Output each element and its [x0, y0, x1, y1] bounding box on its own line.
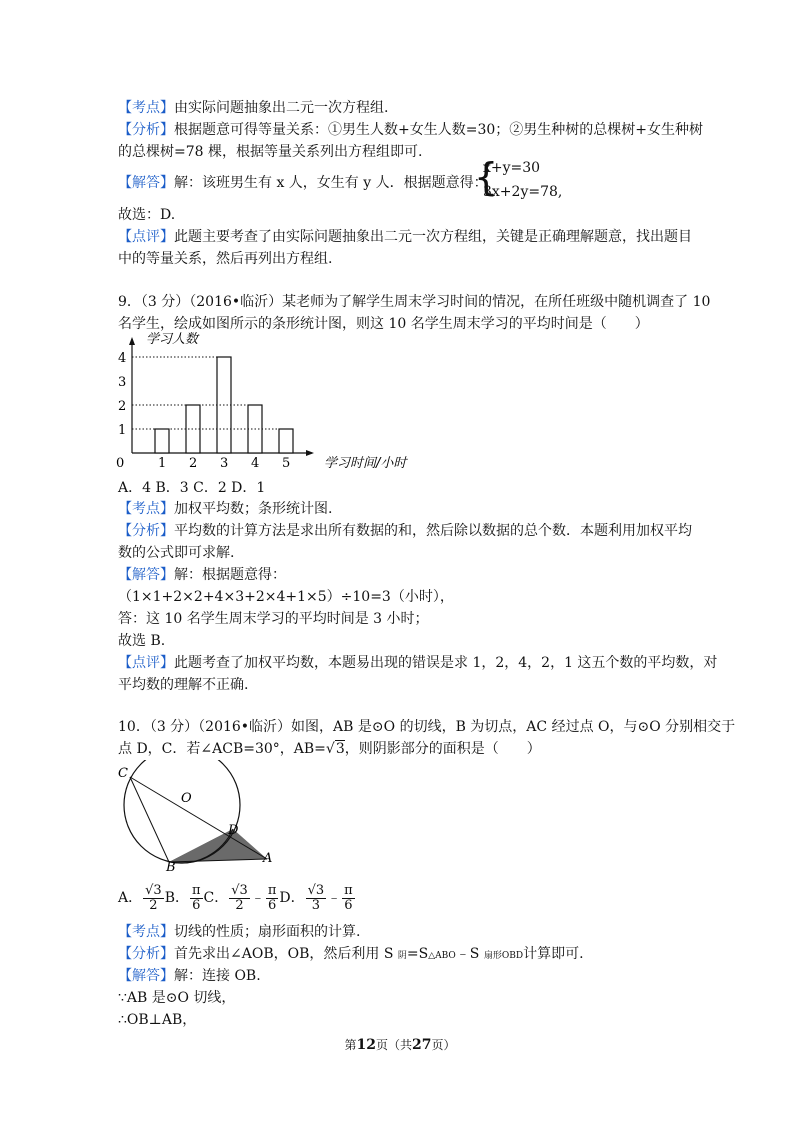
option-d-fraction-1: $\frac{√3}{3}$: [307, 882, 325, 913]
q9-dianping-line-1: [118, 653, 717, 673]
option-d-label: D．: [279, 890, 305, 906]
q8-jieda-line: [118, 173, 488, 193]
q9-dianping-line-2: 平均数的理解不正确.: [118, 677, 249, 693]
y-axis-arrow: [129, 337, 135, 345]
q10-options: [118, 883, 356, 913]
q9-kaodian-line: [118, 499, 332, 519]
option-d-minus: ﹣: [327, 890, 342, 906]
x-tick-label: 2: [189, 456, 198, 471]
q9-options: A．4 B．3 C．2 D．1: [118, 480, 266, 496]
option-d-fraction-2: $\frac{\pi}{6}$: [344, 882, 353, 913]
q8-dianping-text-1: 此题主要考查了由实际问题抽象出二元一次方程组，关键是正确理解题意，找出题目: [174, 229, 692, 245]
q10-stem-sqrt3: √3: [325, 741, 345, 757]
option-b-fraction: $\frac{\pi}{6}$: [191, 882, 201, 913]
tag-dianping: 【点评】: [118, 229, 174, 245]
line-cb: [130, 777, 169, 862]
q8-jieda-text: 解：该班男生有 x 人，女生有 y 人．根据题意得：: [174, 175, 488, 191]
q10-stem-line-2: [118, 739, 541, 759]
tag-kaodian: 【考点】: [118, 924, 174, 940]
label-c: C: [118, 766, 128, 781]
tag-jieda: 【解答】: [118, 175, 174, 191]
q8-choice: 故选：D.: [118, 207, 176, 223]
q10-fenxi-line: 【分析】首先求出∠AOB，OB，然后利用 S 阴=S△ABO﹣S 扇形OBD计算即可.: [118, 946, 584, 962]
line-ca: [130, 777, 267, 859]
x-tick-label: 5: [282, 456, 291, 471]
equation-system: [483, 158, 562, 202]
q9-jieda-line: [118, 565, 286, 585]
q10-jieda-line: [118, 966, 261, 986]
q8-fenxi-line-2: 的总棵树=78 棵，根据等量关系列出方程组即可.: [118, 144, 423, 160]
equation-1: x+y=30: [483, 160, 541, 176]
bar: [279, 429, 293, 453]
tag-jieda: 【解答】: [118, 968, 174, 984]
option-b-label: B．: [164, 890, 189, 906]
x-tick-label: 3: [220, 456, 229, 471]
y-tick-label: 1: [118, 423, 127, 438]
tag-fenxi: 【分析】: [118, 946, 174, 962]
q9-answer: 答：这 10 名学生周末学习的平均时间是 3 小时；: [118, 611, 429, 627]
option-a-fraction: $\frac{√3}{2}$: [145, 882, 162, 913]
label-d: D: [228, 823, 239, 838]
option-c-minus: ﹣: [250, 890, 265, 906]
equation-comma: ,: [557, 184, 563, 200]
q8-kaodian-text: 由实际问题抽象出二元一次方程组.: [174, 100, 389, 116]
option-c-fraction-2: $\frac{\pi}{6}$: [267, 882, 277, 913]
q10-jieda-text: 解：连接 OB.: [174, 968, 261, 984]
option-c-fraction-1: $\frac{√3}{2}$: [231, 882, 248, 913]
tag-fenxi: 【分析】: [118, 523, 174, 539]
q10-stem-text-c: ，则阴影部分的面积是（ ）: [344, 741, 541, 757]
x-axis-arrow: [306, 450, 314, 456]
y-tick-label: 4: [118, 351, 127, 366]
x-axis-label: 学习时间/小时: [324, 456, 407, 471]
x-tick-label: 4: [251, 456, 260, 471]
q8-kaodian-line: [118, 98, 388, 118]
q9-fenxi-line-1: [118, 521, 692, 541]
y-tick-label: 3: [118, 375, 127, 390]
q10-kaodian-text: 切线的性质；扇形面积的计算.: [174, 924, 361, 940]
q8-dianping-line-2: 中的等量关系，然后再列出方程组.: [118, 251, 333, 267]
q9-stem-line-1: 9．（3 分）（2016•临沂）某老师为了解学生周末学习时间的情况，在所任班级中随机调查了 10: [118, 294, 711, 310]
label-o: O: [181, 791, 192, 806]
q10-therefore: ∴OB⊥AB，: [118, 1012, 197, 1028]
y-axis-label: 学习人数: [146, 332, 199, 347]
label-b: B: [166, 860, 176, 872]
q10-stem-line-1: 10．（3 分）（2016•临沂）如图，AB 是⊙O 的切线，B 为切点，AC 经过点 O，与⊙O 分别相交于: [118, 719, 736, 735]
q9-fenxi-text-1: 平均数的计算方法是求出所有数据的和，然后除以数据的总个数．本题利用加权平均: [174, 523, 692, 539]
q8-dianping-line-1: [118, 227, 692, 247]
tag-jieda: 【解答】: [118, 567, 174, 583]
q9-kaodian-text: 加权平均数；条形统计图.: [174, 501, 333, 517]
q10-since: ∵AB 是⊙O 切线，: [118, 990, 236, 1006]
q9-stem-line-2: 名学生，绘成如图所示的条形统计图，则这 10 名学生周末学习的平均时间是（ ）: [118, 316, 649, 332]
q9-calc: （1×1+2×2+4×3+2×4+1×5）÷10=3（小时），: [118, 589, 454, 605]
page-number: 12: [356, 1037, 376, 1053]
page-total: 27: [412, 1037, 432, 1053]
q10-stem-text-a: 点 D，C．若∠ACB=30°，AB=: [118, 741, 326, 757]
q9-fenxi-line-2: 数的公式即可求解.: [118, 545, 235, 561]
y-tick-label: 2: [118, 399, 127, 414]
equation-2: 3x+2y=78: [483, 184, 558, 200]
q9-jieda-text: 解：根据题意得：: [174, 567, 286, 583]
circle-tangent-figure: [112, 760, 287, 872]
tag-dianping: 【点评】: [118, 655, 174, 671]
option-c-label: C．: [203, 890, 229, 906]
tag-kaodian: 【考点】: [118, 501, 174, 517]
tag-fenxi: 【分析】: [118, 122, 174, 138]
label-a: A: [263, 851, 273, 866]
bar-chart: [112, 330, 412, 478]
tag-kaodian: 【考点】: [118, 100, 174, 116]
x-tick-label: 1: [158, 456, 167, 471]
origin-label: 0: [116, 456, 125, 471]
q8-fenxi-text-1: 根据题意可得等量关系：①男生人数+女生人数=30；②男生种树的总棵树+女生种树: [174, 122, 704, 138]
page-footer: 第12页（共27页）: [344, 1037, 456, 1053]
q9-dianping-text-1: 此题考查了加权平均数，本题易出现的错误是求 1，2，4，2，1 这五个数的平均数，对: [174, 655, 718, 671]
q10-kaodian-line: [118, 922, 360, 942]
bar: [155, 429, 169, 453]
q9-choice: 故选 B.: [118, 633, 166, 649]
q8-fenxi-line-1: [118, 120, 703, 140]
option-a-label: A．: [118, 890, 143, 906]
equation-brace: {: [474, 155, 499, 199]
